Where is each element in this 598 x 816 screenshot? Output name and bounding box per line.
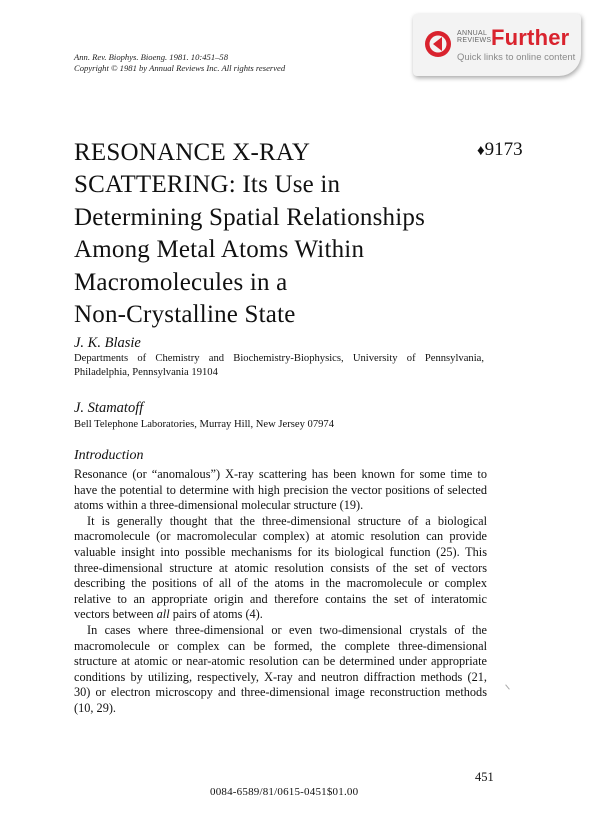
author-name-2: J. Stamatoff (74, 400, 144, 416)
margin-mark (505, 684, 510, 689)
title-line-5: Macromolecules in a (74, 268, 288, 296)
paragraph-2-emphasis: all (156, 607, 170, 622)
brand-line-2: REVIEWS (457, 37, 492, 44)
paragraph-3: In cases where three-dimensional or even two-dimensional crystals of the macromolecule or complex can be formed, the complete three-dimensional structure at atomic or near-atomic resolution can be determined under appropriate conditions by utilizing, respectively, X-ray and neutron diffraction methods (21, 30) or electron microscopy and three-dimensional image reconstruction methods (10, 29). (74, 622, 487, 715)
diamond-icon: ♦ (477, 143, 485, 159)
further-links-badge[interactable] (413, 14, 581, 76)
price-code: 0084-6589/81/0615-0451$01.00 (210, 786, 359, 798)
section-heading: Introduction (74, 448, 144, 463)
title-line-1: RESONANCE X-RAY (74, 139, 311, 166)
title-line-2a: SCATTERING (74, 171, 229, 199)
author-affiliation-2: Bell Telephone Laboratories, Murray Hill, New Jersey 07974 (74, 419, 335, 430)
author-affiliation-1: Departments of Chemistry and Biochemistry-Biophysics, University of Pennsylvania, Philadelphia, Pennsylvania 19104 (74, 353, 484, 378)
brand-line-1: ANNUAL (457, 30, 488, 37)
annual-reviews-brand (457, 30, 491, 44)
article-number-value: 9173 (484, 139, 523, 160)
copyright-notice: Copyright © 1981 by Annual Reviews Inc. All rights reserved (74, 63, 286, 73)
title-line-2b: : Its Use in (228, 171, 341, 199)
title-line-3: Determining Spatial Relationships (74, 203, 425, 231)
author-name-1: J. K. Blasie (74, 335, 141, 351)
arrow-circle-icon (423, 29, 453, 59)
further-title: Further (491, 25, 570, 50)
article-title (74, 137, 474, 331)
paragraph-2-text: It is generally thought that the three-dimensional structure of a biological macromolecule (or macromolecular complex) at atomic resolution can provide valuable insight into possible mechanisms for its biological function (25). This three-dimensional structure at atomic resolution consists of the set of vectors describing the positions of all of the atoms in the macromolecule or complex relative to an appropriate origin and therefore contains the set of interatomic vectors between (74, 513, 487, 622)
title-line-4: Among Metal Atoms Within (74, 236, 365, 264)
page-number: 451 (475, 770, 494, 784)
paragraph-1: Resonance (or “anomalous”) X-ray scattering has been known for some time to have the potential to determine with high precision the vector positions of selected atoms within a three-dimensional molecular structure (19). (74, 467, 487, 513)
further-tagline: Quick links to online content (457, 52, 576, 63)
body-text (74, 467, 487, 717)
title-line-6: Non-Crystalline State (74, 301, 296, 329)
article-number (477, 139, 523, 161)
paragraph-2 (74, 514, 487, 623)
journal-reference (74, 52, 285, 74)
journal-citation: Ann. Rev. Biophys. Bioeng. 1981. 10:451–58 (74, 52, 229, 62)
paragraph-2-end: pairs of atoms (4). (169, 607, 263, 622)
